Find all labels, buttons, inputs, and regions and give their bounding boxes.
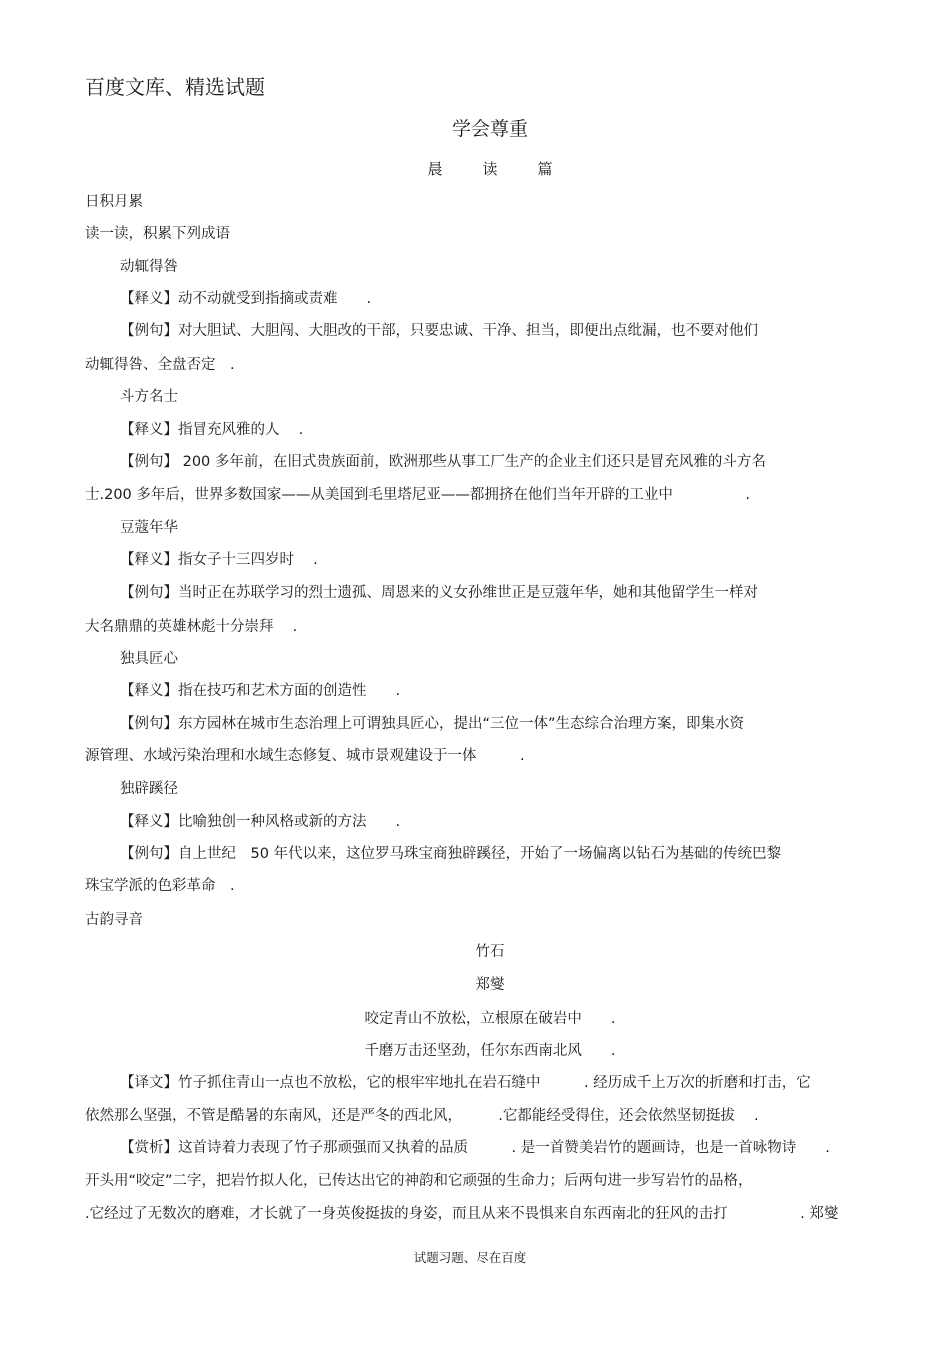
text-line: 【例句】自上世纪 50 年代以来，这位罗马珠宝商独辟蹊径，开始了一场偏离以钻石为基础的传统巴黎 <box>120 846 782 862</box>
text-line: 古韵寻音 <box>85 912 143 928</box>
text-line: 【例句】对大胆试、大胆闯、大胆改的干部，只要忠诚、干净、担当，即便出点纰漏，也不要对他们 <box>120 323 758 339</box>
text-line: 豆蔻年华 <box>120 520 178 536</box>
text-line: 【例句】东方园林在城市生态治理上可谓独具匠心，提出“三位一体”生态综合治理方案，即集水资 <box>120 716 745 732</box>
text-line: 开头用“咬定”二字，把岩竹拟人化，已传达出它的神韵和它顽强的生命力；后两句进一步写岩竹的品格， <box>85 1173 753 1189</box>
text-line: 源管理、水域污染治理和水域生态修复、城市景观建设于一体 . <box>85 748 525 764</box>
text-line: 独辟蹊径 <box>120 781 178 797</box>
page-header: 百度文库、精选试题 <box>85 75 265 99</box>
text-line: 【译文】竹子抓住青山一点也不放松，它的根牢牢地扎在岩石缝中 . 经历成千上万次的折磨和打击，它 <box>120 1075 811 1091</box>
section-heading: 晨读篇 <box>427 160 593 178</box>
text-line: 咬定青山不放松，立根原在破岩中 . <box>364 1011 616 1027</box>
text-line: 独具匠心 <box>120 651 178 667</box>
text-line: 动辄得咎 <box>120 259 178 275</box>
text-line: 【释义】指女子十三四岁时 . <box>120 552 318 568</box>
page-footer: 试题习题、尽在百度 <box>413 1250 527 1265</box>
text-line: .它经过了无数次的磨难，才长就了一身英俊挺拔的身姿，而且从来不畏惧来自东西南北的狂风的击打 . 郑燮 <box>85 1206 839 1222</box>
text-line: 郑燮 <box>475 977 505 993</box>
text-line: 斗方名士 <box>120 389 178 405</box>
text-line: 千磨万击还坚劲，任尔东西南北风 . <box>364 1043 616 1059</box>
text-line: 【释义】动不动就受到指摘或责难 . <box>120 291 372 307</box>
text-line: 【例句】当时正在苏联学习的烈士遗孤、周恩来的义女孙维世正是豆蔻年华，她和其他留学生一样对 <box>120 585 758 601</box>
text-line: 【释义】指在技巧和艺术方面的创造性 . <box>120 683 401 699</box>
text-line: 【例句】 200 多年前，在旧式贵族面前，欧洲那些从事工厂生产的企业主们还只是冒充风雅的斗方名 <box>120 454 766 470</box>
text-line: 读一读，积累下列成语 <box>85 226 230 242</box>
text-line: 士.200 多年后，世界多数国家——从美国到毛里塔尼亚——都拥挤在他们当年开辟的工业中 . <box>85 487 750 503</box>
article-title: 学会尊重 <box>451 118 528 140</box>
text-line: 大名鼎鼎的英雄林彪十分崇拜 . <box>85 619 298 635</box>
text-line: 【赏析】这首诗着力表现了竹子那顽强而又执着的品质 . 是一首赞美岩竹的题画诗，也是一首咏物诗 . <box>120 1140 830 1156</box>
text-line: 竹石 <box>475 944 505 960</box>
text-line: 动辄得咎、全盘否定 . <box>85 357 235 373</box>
text-line: 日积月累 <box>85 194 143 210</box>
text-line: 【释义】比喻独创一种风格或新的方法 . <box>120 814 401 830</box>
text-line: 依然那么坚强，不管是酷暑的东南风，还是严冬的西北风， .它都能经受得住，还会依然坚韧挺拔 . <box>85 1108 759 1124</box>
text-line: 【释义】指冒充风雅的人 . <box>120 422 304 438</box>
text-line: 珠宝学派的色彩革命 . <box>85 878 235 894</box>
